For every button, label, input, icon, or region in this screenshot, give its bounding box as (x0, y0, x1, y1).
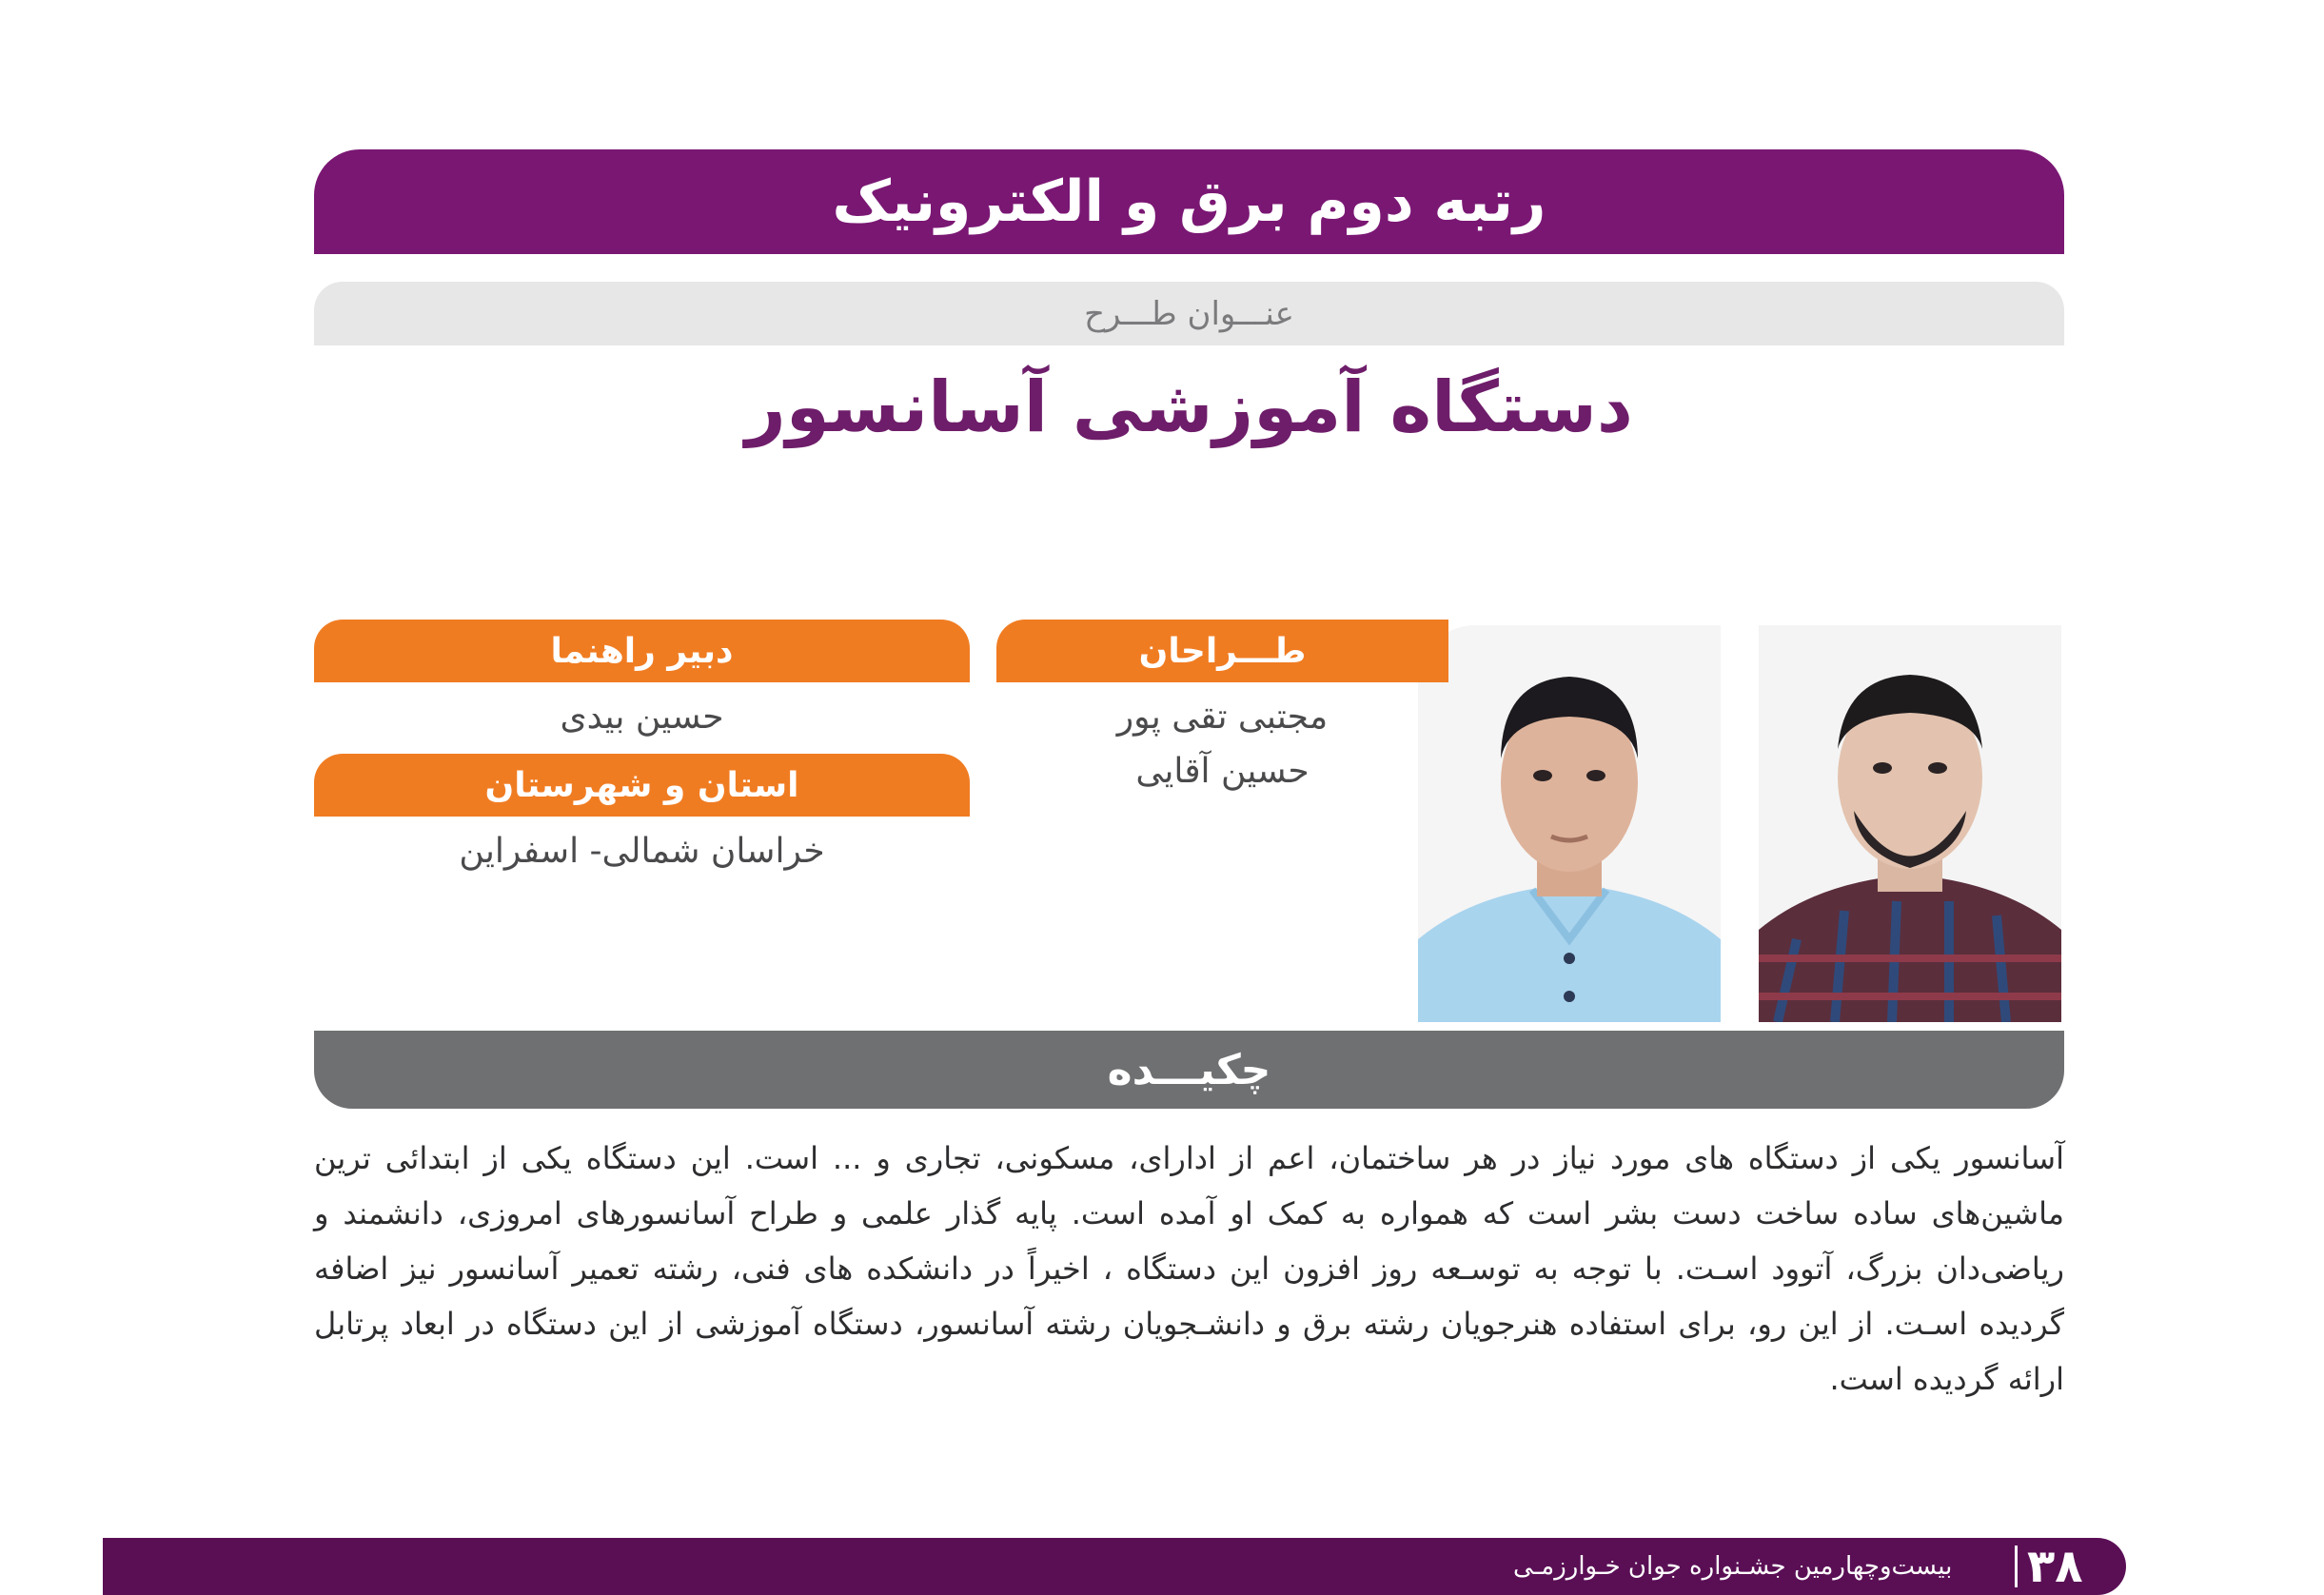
designer-name-1: مجتبی تقی پور (1116, 698, 1329, 737)
festival-name: بیست‌وچهارمین جشـنواره جوان خـوارزمـی (1513, 1552, 1953, 1581)
project-label: عنـــوان طـــرح (1084, 294, 1294, 333)
person-photo-icon (1759, 625, 2061, 1022)
advisor-label-tab (314, 620, 970, 682)
designers-names (996, 690, 1448, 798)
designer-photo-2 (1418, 625, 1721, 1022)
designer-name-2: حسین آقایی (1135, 752, 1310, 791)
rank-title: رتبه دوم برق و الکترونیک (832, 168, 1546, 235)
rank-banner (314, 149, 2064, 254)
footer-divider (2015, 1546, 2018, 1587)
province-name: خراسان شمالی- اسفراین (459, 832, 825, 871)
page-number: ۳۸ (2027, 1540, 2083, 1593)
project-label-bar (314, 282, 2064, 345)
abstract-label-bar (314, 1031, 2064, 1109)
abstract-text: آسانسور یکی از دستگاه های مورد نیاز در هر ساختمان، اعم از ادارای، مسکونی، تجاری و ... است. این دستگاه یکی از ابتدائی ترین ماشین‌های ساده ساخت دست بشر است که همواره به کمک او آمده است. پایه گذار علمی و طراح آسانسورهای امروزی، دانشمند و ریاضی‌دان بزرگ، آتوود اسـت. با توجه به توسـعه روز افزون این دستگاه ، اخیراً در دانشکده های فنی، رشته تعمیر آسانسور نیز اضافه گردیده اسـت. از این رو، برای استفاده هنرجویان رشته برق و دانشـجویان رشته آسانسور، دستگاه آموزشی از این دستگاه در ابعاد پرتابل ارائه گردیده است. (314, 1140, 2064, 1397)
designers-label-tab (996, 620, 1448, 682)
advisor-name: حسین بیدی (560, 698, 724, 737)
designer-photo-1 (1759, 625, 2061, 1022)
advisor-label: دبیر راهنما (550, 631, 734, 671)
province-label: استان و شهرستان (484, 765, 799, 805)
project-title: دستگاه آموزشی آسانسور (745, 366, 1633, 448)
person-photo-icon (1418, 625, 1721, 1022)
designers-label: طـــراحان (1138, 631, 1307, 671)
abstract-label: چکیـــده (1107, 1045, 1271, 1094)
province-label-tab (314, 754, 970, 817)
